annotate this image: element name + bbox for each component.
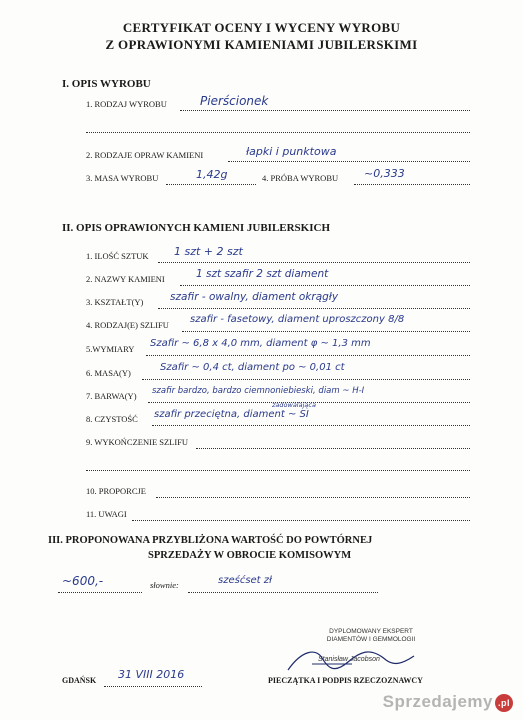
cut-type-value: szafir - fasetowy, diament uproszczony 8/8 xyxy=(190,314,405,325)
section-3-heading-line1: III. PROPONOWANA PRZYBLIŻONA WARTOŚĆ DO POWTÓRNEJ xyxy=(48,535,373,546)
stone-names-line xyxy=(180,285,470,286)
value-words: sześćset zł xyxy=(218,575,272,586)
clarity-line xyxy=(152,425,470,426)
product-mass-value: 1,42g xyxy=(196,168,228,181)
cut-finish-label: 9. WYKOŃCZENIE SZLIFU xyxy=(86,437,189,447)
stone-count-line xyxy=(158,262,470,263)
cut-type-line xyxy=(182,331,470,332)
watermark-badge: .pl xyxy=(495,694,513,712)
dimensions-line xyxy=(146,355,470,356)
dimensions-label: 5.WYMIARY xyxy=(86,344,135,354)
value-words-line xyxy=(188,592,378,593)
section-1-heading: I. OPIS WYROBU xyxy=(62,78,151,90)
stone-shape-label: 3. KSZTAŁT(Y) xyxy=(86,297,144,307)
product-fineness-value: ~0,333 xyxy=(364,167,405,180)
stamp-line1: DYPLOMOWANY EKSPERT xyxy=(329,628,413,635)
remarks-line xyxy=(132,520,470,521)
stone-shape-line xyxy=(158,308,470,309)
stone-mass-label: 6. MASA(Y) xyxy=(86,368,131,378)
proportions-line xyxy=(156,497,470,498)
setting-types-line xyxy=(228,161,470,162)
issue-date: 31 VIII 2016 xyxy=(118,668,185,681)
date-line xyxy=(104,686,202,687)
setting-types-value: łapki i punktowa xyxy=(246,145,337,158)
dimensions-value: Szafir ~ 6,8 x 4,0 mm, diament φ ~ 1,3 mm xyxy=(150,338,371,349)
value-words-label: słownie: xyxy=(150,580,179,590)
certificate-title-line2: Z OPRAWIONYMI KAMIENIAMI JUBILERSKIMI xyxy=(105,37,418,52)
product-type-extra-line xyxy=(86,132,470,133)
value-amount: ~600,- xyxy=(62,574,104,588)
clarity-label: 8. CZYSTOŚĆ xyxy=(86,414,138,424)
stone-count-value: 1 szt + 2 szt xyxy=(174,245,243,258)
certificate-title-line1: CERTYFIKAT OCENY I WYCENY WYROBU xyxy=(122,20,401,35)
cut-finish-line xyxy=(196,448,470,449)
stone-count-label: 1. ILOŚĆ SZTUK xyxy=(86,251,149,261)
stone-names-label: 2. NAZWY KAMIENI xyxy=(86,274,165,284)
seal-signature-label: PIECZĄTKA I PODPIS RZECZOZNAWCY xyxy=(268,676,423,685)
product-type-label: 1. RODZAJ WYROBU xyxy=(86,99,167,109)
product-mass-line xyxy=(166,184,256,185)
section-3-heading-line2: SPRZEDAŻY W OBROCIE KOMISOWYM xyxy=(148,550,352,561)
cut-type-label: 4. RODZAJ(E) SZLIFU xyxy=(86,320,169,330)
product-mass-label: 3. MASA WYROBU xyxy=(86,173,159,183)
stone-names-value: 1 szt szafir 2 szt diament xyxy=(196,268,329,280)
stone-mass-value: Szafir ~ 0,4 ct, diament po ~ 0,01 ct xyxy=(160,362,345,373)
product-type-value: Pierścionek xyxy=(200,94,269,108)
sprzedajemy-watermark xyxy=(383,692,513,712)
watermark-text: Sprzedajemy xyxy=(382,692,493,711)
stone-mass-line xyxy=(142,379,470,380)
expert-name: Stanisław Jacobson xyxy=(318,656,380,663)
clarity-note: zadowalająca xyxy=(272,401,316,409)
cut-finish-extra-line xyxy=(86,470,470,471)
product-fineness-line xyxy=(354,184,470,185)
stone-color-label: 7. BARWA(Y) xyxy=(86,391,137,401)
product-fineness-label: 4. PRÓBA WYROBU xyxy=(262,173,339,183)
section-2-heading: II. OPIS OPRAWIONYCH KAMIENI JUBILERSKICH xyxy=(62,222,331,234)
stamp-line2: DIAMENTÓW I GEMMOLOGII xyxy=(326,636,416,643)
expert-signature xyxy=(282,640,422,680)
setting-types-label: 2. RODZAJE OPRAW KAMIENI xyxy=(86,150,204,160)
city-label: GDAŃSK xyxy=(62,676,97,685)
stone-shape-value: szafir - owalny, diament okrągły xyxy=(170,291,339,303)
clarity-value: szafir przeciętna, diament ~ SI xyxy=(154,409,309,420)
value-amount-line xyxy=(58,592,142,593)
proportions-label: 10. PROPORCJE xyxy=(86,486,146,496)
product-type-line xyxy=(180,110,470,111)
stone-color-value: szafir bardzo, bardzo ciemnoniebieski, diam ~ H-I xyxy=(152,386,365,396)
remarks-label: 11. UWAGI xyxy=(86,509,127,519)
